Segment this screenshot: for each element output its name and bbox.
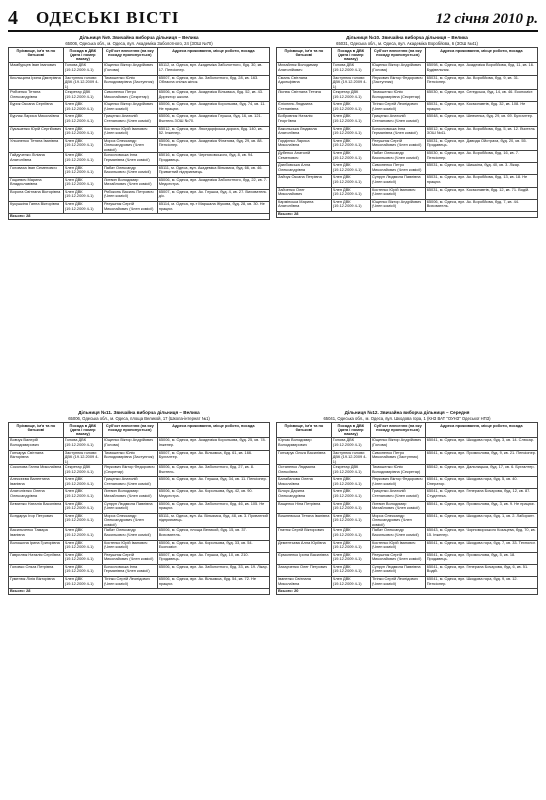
table-row: [277, 151, 538, 163]
commission-position: Член ДВК (19.12.2009 4-1): [331, 501, 370, 513]
member-name: Гаврилюк Наталія Сергіївна: [9, 552, 64, 564]
member-name: Ващенко Ніна Петрівна: [277, 501, 332, 513]
nominating-subject: Тимошенко Юлія Володимирівна (Секретар): [370, 465, 425, 477]
member-name: Іваненко Світлана Миколаївна: [277, 577, 332, 589]
table-row: [277, 465, 538, 477]
nominating-subject: Гриценко Анатолій Степанович (Член комісії): [102, 114, 157, 126]
table-row: [9, 489, 270, 501]
member-address: 65006, м. Одеса, вул. Ак. Заболотного, буд. 46, кв. 105. Не працює.: [157, 501, 269, 513]
column-header: Адреса проживання, місце роботи, посада: [157, 47, 269, 63]
commission-position: Член ДВК (19.12.2009 4-1): [331, 477, 370, 489]
commission-position: Член ДВК (19.12.2009 4-1): [331, 151, 370, 163]
polling-station-block: [276, 35, 538, 406]
table-row: [277, 63, 538, 75]
member-address: 65048, м. Одеса, вул. Шевченка, буд. 29, кв. 69. Бухгалтер.: [425, 114, 537, 126]
member-name: Гайдученко Ліліана Анатоліївна: [9, 153, 64, 165]
member-name: Кислыцина Ірина Дмитрівна: [9, 75, 64, 90]
column-header: Прізвище, ім'я та по батькові: [277, 47, 332, 63]
nominating-subject: Костенко Юрій Іванович (Член комісії): [102, 126, 157, 138]
column-header: Посада в ДВК (дата і номер наказу): [331, 422, 370, 438]
member-name: Смаль Світлана Адольфівна: [277, 75, 332, 90]
member-name: Дзюбовська Алла Олександрівна: [277, 163, 332, 175]
member-address: 65114, м. Одеса, пр-т Маршала Жукова, буд. 28, кв. 30. Не працює.: [157, 202, 269, 214]
table-row: [9, 177, 270, 189]
member-name: Головко Ольга Петрівна: [9, 564, 64, 576]
member-address: 65041, м. Одеса, вул. Шкодова гора, буд. 1, кв. 2. Лаборант.: [425, 513, 537, 528]
nominating-subject: Супрун Людмила Павлівна (Член комісії): [102, 501, 157, 513]
table-row: [277, 477, 538, 489]
nominating-subject: Тігіпко Сергій Леонідович (Член комісії): [102, 577, 157, 589]
nominating-subject: Ющенко Віктор Андрійович (Голова): [370, 438, 425, 450]
nominating-subject: Симоненко Петро Миколайович (Член комісії): [370, 163, 425, 175]
table-row: [9, 528, 270, 540]
member-name: Дубенко Анатолій Семенович: [277, 151, 332, 163]
polling-station-title: Дільниця №10. Звичайна виборча дільниця – Велика: [346, 35, 468, 40]
member-name: Соколова Ганна Миколаївна: [9, 465, 64, 477]
table-header-row: [277, 47, 538, 63]
nominating-subject: Янукович Віктор Федорович (Секретар): [102, 465, 157, 477]
commission-position: Член ДВК (19.12.2009 4-1): [63, 102, 102, 114]
table-row: [9, 202, 270, 214]
member-address: 65006, м. Одеса, вул. Академіка Корольова, буд. 74, кв. 11. Не працює.: [157, 102, 269, 114]
commission-position: Секретар ДВК (19.12.2009 4-1): [63, 465, 102, 477]
column-header: Адреса проживання, місце роботи, посада: [157, 422, 269, 438]
nominating-subject: Ратушняк Сергій Миколайович (Член комісії): [370, 138, 425, 150]
nominating-subject: Симоненко Петро Миколайович (Секретар): [102, 90, 157, 102]
commission-position: Член ДВК (19.12.2009 4-1): [331, 489, 370, 501]
table-header-row: [277, 422, 538, 438]
column-header: Суб'єкт внесення (на яку посаду пропонується): [102, 422, 157, 438]
table-row: [277, 75, 538, 90]
masthead-left: [8, 8, 179, 28]
commission-position: Член ДВК (19.12.2009 4-1): [63, 126, 102, 138]
member-name: Вишневська Тетяна Іванівна: [277, 513, 332, 528]
commission-position: Заступник голови ДВК (19.12.2009 4-1): [63, 450, 102, 465]
table-row: [9, 450, 270, 465]
table-row: [277, 540, 538, 552]
member-address: 65006, м. Одеса, вул. Академіка Корольова, буд. 25, кв. 78. Інженер.: [157, 438, 269, 450]
polling-station-title: Дільниця №12. Звичайна виборча дільниця – Середня: [344, 410, 470, 415]
table-row: [277, 501, 538, 513]
member-address: 65031, м. Одеса, вул. Шишкіна, буд. 40, кв. 3. Лікар.: [425, 163, 537, 175]
column-header: Прізвище, ім'я та по батькові: [277, 422, 332, 438]
nominating-subject: Литвин Володимир Михайлович (Член комісії): [102, 177, 157, 189]
column-header: Адреса проживання, місце роботи, посада: [425, 422, 537, 438]
commission-position: Голова ДВК (19.12.2009 4-1): [331, 438, 370, 450]
commission-position: Член ДВК (19.12.2009 4-1): [63, 513, 102, 528]
member-address: 65006, м. Одеса, вул. Ак. Заболотного, буд. 27, кв. 8. Вчитель.: [157, 465, 269, 477]
table-row: [9, 513, 270, 528]
table-row: [277, 199, 538, 211]
nominating-subject: Костенко Юрій Іванович (Член комісії): [102, 540, 157, 552]
polling-station-title: Дільниця №11. Звичайна виборча дільниця – Велика: [78, 410, 200, 415]
member-address: 65041, м. Одеса, вул. Шкодова гора, буд. 7, кв. 33. Технолог.: [425, 540, 537, 552]
member-address: 65006, м. Одеса, вул. Академіка Філатова, буд. 29, кв. 88. Пенсіонер.: [157, 138, 269, 153]
member-address: 65042, м. Одеса, вул. Дальницька, буд. 17, кв. 6. Бухгалтер.: [425, 465, 537, 477]
table-row: [277, 513, 538, 528]
commission-position: Член ДВК (19.12.2009 4-1): [331, 126, 370, 138]
member-name: Єрмоленко Ірина Василівна: [277, 552, 332, 564]
total-row: [277, 211, 538, 217]
member-address: 65112, м. Одеса, вул. Академіка Заболотного, буд. 30, кв. 17. Пенсіонер.: [157, 63, 269, 75]
member-name: Рябченко Тетяна Олександрівна: [9, 90, 64, 102]
commission-table: [8, 47, 270, 220]
column-header: Суб'єкт внесення (на яку посаду пропонується): [370, 422, 425, 438]
table-row: [277, 438, 538, 450]
table-row: [9, 189, 270, 201]
commission-position: Член ДВК (19.12.2009 4-1): [63, 489, 102, 501]
commission-position: Член ДВК (19.12.2009 4-1): [63, 577, 102, 589]
member-name: Алексєєва Валентина Іванівна: [9, 477, 64, 489]
member-name: Гнатюк Сергій Вікторович: [277, 528, 332, 540]
total-row: [277, 589, 538, 595]
masthead: [8, 6, 538, 32]
nominating-subject: Пабат Олександр Васильович (Член комісії): [102, 165, 157, 177]
commission-position: Секретар ДВК (19.12.2009 4-1): [63, 90, 102, 102]
member-address: 65030, м. Одеса, вул. Сегедська, буд. 14, кв. 46. Економіст.: [425, 90, 537, 102]
column-header: Суб'єкт внесення (на яку посаду пропонується): [102, 47, 157, 63]
total-count: Всього: 28: [9, 589, 270, 595]
member-address: 65031, м. Одеса, вул. Давида Ойстраха, буд. 20, кв. 55. Продавець.: [425, 138, 537, 150]
nominating-subject: Мороз Олександр Олександрович (Член комісії): [370, 513, 425, 528]
table-row: [277, 90, 538, 102]
nominating-subject: Ющенко Віктор Андрійович (Голова): [102, 438, 157, 450]
nominating-subject: Тимошенко Юлія Володимирівна (Секретар): [370, 90, 425, 102]
member-name: Дементьєва Алла Юріївна: [277, 540, 332, 552]
member-address: 65041, м. Одеса, вул. Генерала Бочарова, буд. 12, кв. 87. Студентка.: [425, 489, 537, 501]
table-header-row: [9, 47, 270, 63]
commission-position: Член ДВК (19.12.2009 4-1): [63, 552, 102, 564]
commission-position: Член ДВК (19.12.2009 4-1): [331, 528, 370, 540]
member-address: 65041, м. Одеса, вул. Промислова, буд. 9, кв. 21. Пенсіонер.: [425, 450, 537, 465]
commission-position: Голова ДВК (19.12.2009 4-1): [63, 438, 102, 450]
member-address: 65006, м. Одеса, вул. Ак. Заболотного, буд. 33, кв. 19. Лікар.: [157, 564, 269, 576]
member-name: Зайчук Оксана Петрівна: [277, 175, 332, 187]
commission-position: Заступник голови ДВК (19.12.2009 4-1): [331, 75, 370, 90]
commission-position: Член ДВК (19.12.2009 4-1): [63, 189, 102, 201]
table-row: [9, 153, 270, 165]
nominating-subject: Богословська Інна Германівна (Член комісії): [370, 126, 425, 138]
member-address: 65111, м. Одеса, вул. Ак. Вільямса, буд. 48, кв. 3. Приватний підприємець.: [157, 513, 269, 528]
table-row: [9, 465, 270, 477]
member-name: Юрчак Володимир Володимирович: [277, 438, 332, 450]
table-row: [277, 138, 538, 150]
member-name: Гончарук Ольга Василівна: [277, 450, 332, 465]
commission-table: [8, 422, 270, 595]
member-name: Балабанова Олена Миколаївна: [277, 477, 332, 489]
table-row: [277, 489, 538, 501]
commission-position: Заступник голови ДВК (19.12.2009 4-1): [331, 450, 370, 465]
commission-position: Член ДВК (19.12.2009 4-1): [63, 501, 102, 513]
member-name: Мамбурцев Іван Іванович: [9, 63, 64, 75]
member-address: 65006, м. Одеса, вул. Ак. Корольова, буд. 33, кв. 54. Економіст.: [157, 540, 269, 552]
column-header: Прізвище, ім'я та по батькові: [9, 47, 64, 63]
member-name: Бурлак Лариса Миколаївна: [9, 114, 64, 126]
nominating-subject: Пабат Олександр Васильович (Член комісії): [102, 528, 157, 540]
member-address: 65007, м. Одеса, вул. Ак. Вільямса, буд. 61, кв. 166. Бухгалтер.: [157, 450, 269, 465]
commission-position: Член ДВК (19.12.2009 4-1): [63, 114, 102, 126]
commission-position: Член ДВК (19.12.2009 4-1): [63, 138, 102, 153]
member-address: 65031, м. Одеса, вул. Ак. Воробйова, буд. 13, кв. 18. Не працює.: [425, 175, 537, 187]
commission-position: Член ДВК (19.12.2009 4-1): [63, 528, 102, 540]
commission-table: [276, 47, 538, 218]
nominating-subject: Рябоконь Василь Петрович (Член комісії): [102, 189, 157, 201]
commission-position: Голова ДВК (19.12.2009 4-1): [63, 63, 102, 75]
member-address: 65007, м. Одеса, вул. Ак. Заболотного, буд. 28, кв. 163. Обласна спілка жінок.: [157, 75, 269, 90]
table-row: [9, 90, 270, 102]
polling-station-address: 65031, Одеська обл., м. Одеса, вул. Академіка Воробйова, 6 (ЗОШ №41): [336, 40, 478, 46]
member-name: Кармінська Марина Анатоліївна: [277, 199, 332, 211]
table-row: [9, 564, 270, 576]
column-header: Адреса проживання, місце роботи, посада: [425, 47, 537, 63]
polling-station-block: [276, 410, 538, 781]
table-row: [9, 102, 270, 114]
table-row: [277, 528, 538, 540]
polling-station-address: 65041, Одеська обл., м. Одеса, вул. Шкодова гора, 1 (КНЗ ВАТ "ОУНЗ" Одеської НПЗ): [323, 415, 491, 421]
table-row: [277, 577, 538, 589]
commission-position: Секретар ДВК (19.12.2009 4-1): [331, 465, 370, 477]
commission-position: Член ДВК (19.12.2009 4-1): [63, 153, 102, 165]
commission-position: Член ДВК (19.12.2009 4-1): [63, 540, 102, 552]
table-row: [277, 175, 538, 187]
table-row: [9, 114, 270, 126]
member-name: Бобровник Наталія Георгіївна: [277, 114, 332, 126]
table-header-row: [9, 422, 270, 438]
nominating-subject: Литвин Володимир Михайлович (Член комісії): [370, 501, 425, 513]
member-name: Бурик Оксана Сергіївна: [9, 102, 64, 114]
member-name: Зайченко Олег Миколайович: [277, 187, 332, 199]
member-address: 65041, м. Одеса, вул. Шкодова гора, буд. 3, кв. 14. Слюсар.: [425, 438, 537, 450]
member-address: 65031, м. Одеса, вул. Ак. Воробйова, буд. 9, кв. 31. Пенсіонер.: [425, 75, 537, 90]
nominating-subject: Пабат Олександр Васильович (Член комісії): [370, 151, 425, 163]
member-name: Волошина Ірина Григорівна: [9, 540, 64, 552]
table-row: [9, 75, 270, 90]
total-row: [9, 214, 270, 220]
member-address: 65041, м. Одеса, вул. Генерала Бочарова, буд. 6, кв. 51. Водій.: [425, 564, 537, 576]
commission-position: Член ДВК (19.12.2009 4-1): [331, 199, 370, 211]
commission-position: Член ДВК (19.12.2009 4-1): [63, 177, 102, 189]
nominating-subject: Ющенко Віктор Андрійович (Член комісії): [102, 102, 157, 114]
table-row: [277, 564, 538, 576]
content-grid: [8, 35, 538, 781]
commission-position: Член ДВК (19.12.2009 4-1): [331, 552, 370, 564]
nominating-subject: Пабат Олександр Васильович (Член комісії): [370, 528, 425, 540]
member-name: Гордієнко Лариса Миколаївна: [277, 138, 332, 150]
commission-position: Заступник голови ДВК (19.12.2009 4-1): [63, 75, 102, 90]
commission-position: Член ДВК (19.12.2009 4-1): [331, 564, 370, 576]
nominating-subject: Супрун Людмила Павлівна (Член комісії): [370, 564, 425, 576]
commission-position: Член ДВК (19.12.2009 4-1): [331, 577, 370, 589]
member-name: Гончарук Світлана Вікторівна: [9, 450, 64, 465]
nominating-subject: Тимошенко Юлія Володимирівна (Заступник): [102, 75, 157, 90]
member-name: Бевзенко Наталія Василівна: [9, 501, 64, 513]
column-header: Посада в ДВК (дата і номер наказу): [63, 422, 102, 438]
commission-position: Член ДВК (19.12.2009 4-1): [331, 163, 370, 175]
nominating-subject: Мороз Олександр Олександрович (Член комісії): [102, 513, 157, 528]
column-header: Посада в ДВК (дата і номер наказу): [331, 47, 370, 63]
commission-position: Член ДВК (19.12.2009 4-1): [63, 477, 102, 489]
commission-position: Член ДВК (19.12.2009 4-1): [331, 102, 370, 114]
member-address: 65006, м. Одеса, вул. Ак. Вільямса, буд. 54, кв. 72. Не працює.: [157, 577, 269, 589]
member-name: Білоус Дарина Олександрівна: [277, 489, 332, 501]
commission-position: Член ДВК (19.12.2009 4-1): [63, 165, 102, 177]
table-row: [277, 552, 538, 564]
member-address: 65006, м. Одеса, вул. Ак. Глушка, буд. 34, кв. 11. Пенсіонер.: [157, 477, 269, 489]
commission-position: Член ДВК (19.12.2009 4-1): [63, 202, 102, 214]
member-name: Гоцкевич Марина Владиславівна: [9, 177, 64, 189]
member-address: 65030, м. Одеса, вул. Ак. Воробйова, буд. 16, кв. 7. Пенсіонер.: [425, 151, 537, 163]
nominating-subject: Тимошенко Юлія Володимирівна (Заступник): [102, 450, 157, 465]
total-count: Всього: 28: [277, 211, 538, 217]
nominating-subject: Супрун Людмила Павлівна (Член комісії): [370, 175, 425, 187]
member-address: 65111, м. Одеса, вул. Академіка Вільямса, буд. 66, кв. 46. Приватний підприємець.: [157, 165, 269, 177]
nominating-subject: Ющенко Віктор Андрійович (Голова): [102, 63, 157, 75]
nominating-subject: Янукович Віктор Федорович (Член комісії): [370, 477, 425, 489]
table-row: [277, 450, 538, 465]
nominating-subject: Мороз Олександр Олександрович (Член комісії): [102, 138, 157, 153]
nominating-subject: Ющенко Віктор Андрійович (Член комісії): [370, 199, 425, 211]
polling-station-address: 65006, Одеська обл., м. Одеса, площа Великой, 17 (Школа-інтернат №1): [68, 415, 210, 421]
member-address: 65012, м. Одеса, вул. Ак. Воробйова, буд. 5, кв. 12. Вчитель ЗОШ №41.: [425, 126, 537, 138]
issue-date: 12 січня 2010 р.: [435, 11, 538, 27]
member-address: 65041, м. Одеса, вул. Промислова, буд. 5, кв. 18. Продавець.: [425, 552, 537, 564]
member-address: 65031, м. Одеса, вул. Космонавтів, буд. 32, кв. 108. Не працює.: [425, 102, 537, 114]
member-name: Головаха Іван Семенович: [9, 165, 64, 177]
commission-position: Голова ДВК (19.12.2009 4-1): [331, 63, 370, 75]
member-address: 65006, м. Одеса, вул. Академіка Заболотного, буд. 22, кв. 7. Медсестра.: [157, 177, 269, 189]
member-address: 65031, м. Одеса, вул. Космонавтів, буд. 12, кв. 71. Водій.: [425, 187, 537, 199]
member-address: 65041, м. Одеса, вул. Шкодова гора, буд. 9, кв. 12. Пенсіонер.: [425, 577, 537, 589]
member-address: 65041, м. Одеса, вул. Промислова, буд. 3, кв. 9. Не працює.: [425, 501, 537, 513]
member-name: Михайлюк Володимир Анатолійович: [277, 63, 332, 75]
polling-station-address: 65006, Одеська обл., м. Одеса, вул. Академіка Заболотного, 24 (ЗОШ №70): [65, 40, 213, 46]
member-address: 65007, м. Одеса, вул. Ак. Глушка, буд. 4, кв. 27. Вихователь д/с.: [157, 189, 269, 201]
nominating-subject: Костенко Юрій Іванович (Член комісії): [370, 540, 425, 552]
polling-station-title: Дільниця №9. Звичайна виборча дільниця – Велика: [79, 35, 199, 40]
nominating-subject: Ратушняк Сергій Миколайович (Член комісії): [102, 202, 157, 214]
member-name: Вакольська Людмила Анатоліївна: [277, 126, 332, 138]
polling-station-block: [8, 35, 270, 406]
nominating-subject: Ратушняк Сергій Миколайович (Член комісії): [370, 552, 425, 564]
table-row: [277, 102, 538, 114]
total-count: Всього: 28: [9, 214, 270, 220]
table-row: [9, 540, 270, 552]
commission-position: Член ДВК (19.12.2009 4-1): [331, 114, 370, 126]
member-address: 65006, м. Одеса, площа Великой, буд. 15, кв. 37. Вихователь.: [157, 528, 269, 540]
table-row: [9, 126, 270, 138]
total-count: Всього: 20: [277, 589, 538, 595]
member-address: 65006, м. Одеса, вул. Академіка Глушка, буд. 16, кв. 121. Вчитель ЗОШ №70.: [157, 114, 269, 126]
member-address: 65006, м. Одеса, вул. Ак. Воробйова, буд. 7, кв. 44. Вихователь.: [425, 199, 537, 211]
nominating-subject: Ющенко Віктор Андрійович (Голова): [370, 63, 425, 75]
nominating-subject: Богословська Інна Германівна (Член комісії): [102, 153, 157, 165]
total-row: [9, 589, 270, 595]
member-name: Васильченко Тамара Іванівна: [9, 528, 64, 540]
table-row: [277, 126, 538, 138]
commission-position: Член ДВК (19.12.2009 4-1): [331, 175, 370, 187]
commission-position: Член ДВК (19.12.2009 4-1): [63, 564, 102, 576]
column-header: Суб'єкт внесення (на яку посаду пропонується): [370, 47, 425, 63]
nominating-subject: Янукович Віктор Федорович (Заступник): [370, 75, 425, 90]
member-address: 65098, м. Одеса, вул. Академіка Воробйова, буд. 11, кв. 16. Будівельник.: [425, 63, 537, 75]
member-name: Єліонєнь Людмила Степанівна: [277, 102, 332, 114]
commission-position: Член ДВК (19.12.2009 4-1): [331, 187, 370, 199]
nominating-subject: Ратушняк Сергій Миколайович (Член комісії): [102, 552, 157, 564]
table-row: [277, 163, 538, 175]
commission-position: Секретар ДВК (19.12.2009 4-1): [331, 90, 370, 102]
nominating-subject: Богословська Інна Германівна (Член комісії): [102, 564, 157, 576]
member-address: 65012, м. Одеса, вул. Люстдорфська дорога, буд. 140, кв. 52. Інженер.: [157, 126, 269, 138]
newspaper-title: ОДЕСЬКІ ВІСТІ: [36, 8, 180, 27]
polling-station-block: [8, 410, 270, 781]
table-row: [9, 438, 270, 450]
member-name: Лукашенко Юрій Сергійович: [9, 126, 64, 138]
commission-position: Член ДВК (19.12.2009 4-1): [331, 513, 370, 528]
member-name: Анатолієнко Олена Олександрівна: [9, 489, 64, 501]
nominating-subject: Гриценко Анатолій Степанович (Член комісії): [370, 489, 425, 501]
member-name: Гуменюк Лілія Вікторівна: [9, 577, 64, 589]
nominating-subject: Тігіпко Сергій Леонідович (Член комісії): [370, 102, 425, 114]
member-address: 65043, м. Одеса, вул. Чорноморського Козацтва, буд. 70, кв. 15. Інженер.: [425, 528, 537, 540]
nominating-subject: Литвин Володимир Михайлович (Член комісії): [102, 489, 157, 501]
table-row: [9, 138, 270, 153]
table-row: [277, 114, 538, 126]
table-row: [9, 501, 270, 513]
commission-table: [276, 422, 538, 595]
column-header: Посада в ДВК (дата і номер наказу): [63, 47, 102, 63]
table-row: [9, 165, 270, 177]
member-name: Ульяненко Тетяна Іванівна: [9, 138, 64, 153]
table-row: [9, 63, 270, 75]
member-address: 65007, м. Одеса, вул. Ак. Глушка, буд. 10, кв. 210. Продавець.: [157, 552, 269, 564]
table-row: [9, 577, 270, 589]
member-address: 65041, м. Одеса, вул. Шкодова гора, буд. 5, кв. 40. Оператор.: [425, 477, 537, 489]
table-row: [277, 187, 538, 199]
nominating-subject: Гриценко Анатолій Степанович (Член комісії): [102, 477, 157, 489]
column-header: Прізвище, ім'я та по батькові: [9, 422, 64, 438]
member-address: 65006, м. Одеса, вул. Ак. Корольова, буд. 42, кв. 90. Медсестра.: [157, 489, 269, 501]
nominating-subject: Симоненко Петро Миколайович (Заступник): [370, 450, 425, 465]
member-address: 65016, м. Одеса, вул. Черняховського, буд. 8, кв. 94. Продавець.: [157, 153, 269, 165]
member-address: 65006, м. Одеса, вул. Академіка Вільямса, буд. 52, кв. 43. Директор школи.: [157, 90, 269, 102]
table-row: [9, 477, 270, 489]
commission-position: Член ДВК (19.12.2009 4-1): [331, 540, 370, 552]
member-name: Ворона Світлана Вікторівна: [9, 189, 64, 201]
member-name: Бондарук Ігор Петрович: [9, 513, 64, 528]
member-name: Захарченко Олег Петрович: [277, 564, 332, 576]
member-name: Остапенко Людмила Олексіївна: [277, 465, 332, 477]
member-name: Ліснюк Світлана Тетяна: [277, 90, 332, 102]
member-name: Кукушкіна Ганна Вікторівна: [9, 202, 64, 214]
nominating-subject: Костенко Юрій Іванович (Член комісії): [370, 187, 425, 199]
nominating-subject: Тігіпко Сергій Леонідович (Член комісії): [370, 577, 425, 589]
member-name: Вовчук Валерій Володимирович: [9, 438, 64, 450]
page-number: 4: [8, 7, 18, 29]
table-row: [9, 552, 270, 564]
nominating-subject: Гриценко Анатолій Степанович (Член комісії): [370, 114, 425, 126]
commission-position: Член ДВК (19.12.2009 4-1): [331, 138, 370, 150]
